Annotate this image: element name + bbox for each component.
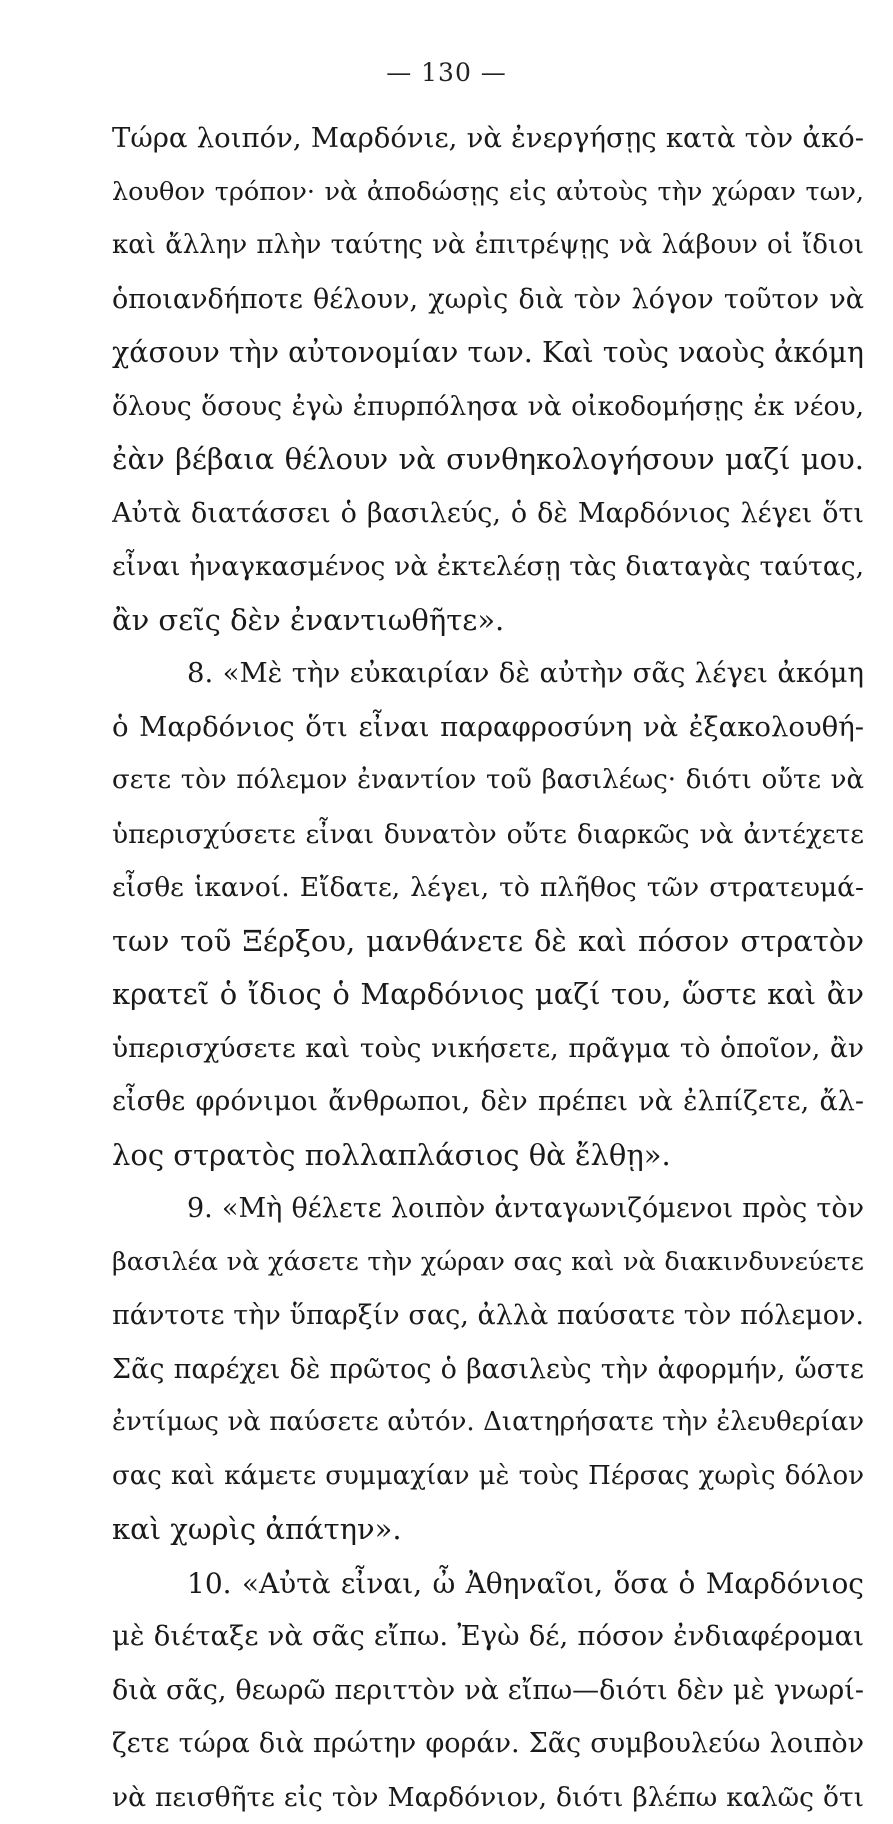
text-line: Αὐτὰ διατάσσει ὁ βασιλεύς, ὁ δὲ Μαρδόνιος λέγει ὅτι (112, 487, 864, 541)
text-line: εἶναι ἠναγκασμένος νὰ ἐκτελέσῃ τὰς διαταγὰς ταύτας, (112, 540, 864, 594)
text-line: πάντοτε τὴν ὕπαρξίν σας, ἀλλὰ παύσατε τὸν πόλεμον. (112, 1289, 864, 1343)
text-line: εἶσθε φρόνιμοι ἄνθρωποι, δὲν πρέπει νὰ ἐλπίζετε, ἄλ- (112, 1075, 864, 1129)
text-line: διὰ σᾶς, θεωρῶ περιττὸν νὰ εἴπω—διότι δὲν μὲ γνωρί- (112, 1664, 864, 1718)
text-line: λουθον τρόπον· νὰ ἀποδώσῃς εἰς αὐτοὺς τὴν χώραν των, (112, 166, 864, 220)
text-line: ἂν σεῖς δὲν ἐναντιωθῆτε». (112, 594, 864, 648)
text-line: ζετε τώρα διὰ πρώτην φοράν. Σᾶς συμβουλεύω λοιπὸν (112, 1717, 864, 1771)
text-line: σας καὶ κάμετε συμμαχίαν μὲ τοὺς Πέρσας χωρὶς δόλον (112, 1450, 864, 1504)
text-line: ὁποιανδήποτε θέλουν, χωρὶς διὰ τὸν λόγον τοῦτον νὰ (112, 273, 864, 327)
text-line: των τοῦ Ξέρξου, μανθάνετε δὲ καὶ πόσον στρατὸν (112, 915, 864, 969)
text-line: 9. «Μὴ θέλετε λοιπὸν ἀνταγωνιζόμενοι πρὸς τὸν (112, 1182, 864, 1236)
page-number: — 130 — (0, 58, 893, 87)
text-line: 10. «Αὐτὰ εἶναι, ὦ Ἀθηναῖοι, ὅσα ὁ Μαρδόνιος (112, 1557, 864, 1611)
text-line: ἐντίμως νὰ παύσετε αὐτόν. Διατηρήσατε τὴν ἐλευθερίαν (112, 1396, 864, 1450)
text-line: καὶ ἄλλην πλὴν ταύτης νὰ ἐπιτρέψῃς νὰ λάβουν οἱ ἴδιοι (112, 219, 864, 273)
text-line: εἶσθε ἱκανοί. Εἴδατε, λέγει, τὸ πλῆθος τῶν στρατευμά- (112, 861, 864, 915)
text-line: ἐὰν βέβαια θέλουν νὰ συνθηκολογήσουν μαζί μου. (112, 433, 864, 487)
text-line: ὅλους ὅσους ἐγὼ ἐπυρπόλησα νὰ οἰκοδομήσῃς ἐκ νέου, (112, 380, 864, 434)
text-line: Σᾶς παρέχει δὲ πρῶτος ὁ βασιλεὺς τὴν ἀφορμήν, ὥστε (112, 1343, 864, 1397)
text-line: ὑπερισχύσετε καὶ τοὺς νικήσετε, πρᾶγμα τὸ ὁποῖον, ἂν (112, 1022, 864, 1076)
body-text (112, 112, 864, 1824)
text-line: ὑπερισχύσετε εἶναι δυνατὸν οὔτε διαρκῶς νὰ ἀντέχετε (112, 808, 864, 862)
text-line: 8. «Μὲ τὴν εὐκαιρίαν δὲ αὐτὴν σᾶς λέγει ἀκόμη (112, 647, 864, 701)
text-line: κρατεῖ ὁ ἴδιος ὁ Μαρδόνιος μαζί του, ὥστε καὶ ἂν (112, 968, 864, 1022)
text-line: νὰ πεισθῆτε εἰς τὸν Μαρδόνιον, διότι βλέπω καλῶς ὅτι (112, 1771, 864, 1824)
text-line: χάσουν τὴν αὐτονομίαν των. Καὶ τοὺς ναοὺς ἀκόμη (112, 326, 864, 380)
text-line: ὁ Μαρδόνιος ὅτι εἶναι παραφροσύνη νὰ ἐξακολουθή- (112, 701, 864, 755)
text-line: μὲ διέταξε νὰ σᾶς εἴπω. Ἐγὼ δέ, πόσον ἐνδιαφέρομαι (112, 1610, 864, 1664)
text-line: λος στρατὸς πολλαπλάσιος θὰ ἔλθῃ». (112, 1129, 864, 1183)
text-line: Τώρα λοιπόν, Μαρδόνιε, νὰ ἐνεργήσῃς κατὰ τὸν ἀκό- (112, 112, 864, 166)
text-line: σετε τὸν πόλεμον ἐναντίον τοῦ βασιλέως· διότι οὔτε νὰ (112, 754, 864, 808)
text-line: βασιλέα νὰ χάσετε τὴν χώραν σας καὶ νὰ διακινδυνεύετε (112, 1236, 864, 1290)
text-line: καὶ χωρὶς ἀπάτην». (112, 1503, 864, 1557)
